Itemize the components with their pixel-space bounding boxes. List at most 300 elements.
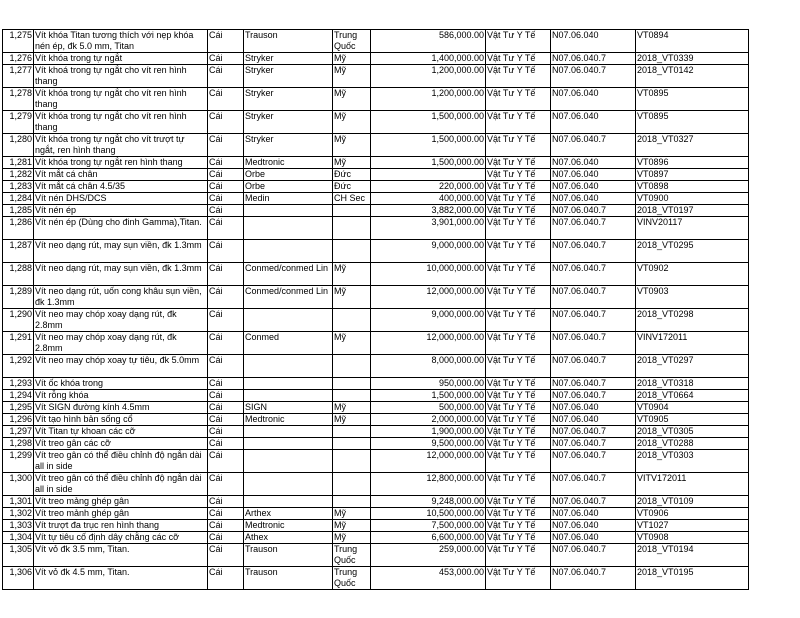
- row-number-cell: 1,293: [3, 378, 34, 390]
- group-cell: Vật Tư Y Tế: [486, 205, 551, 217]
- table-row: [3, 426, 749, 438]
- unit-cell: Cái: [208, 402, 244, 414]
- category-code-cell: N07.06.040.7: [551, 378, 636, 390]
- group-cell: Vật Tư Y Tế: [486, 355, 551, 378]
- origin-cell: [333, 390, 371, 402]
- unit-cell: Cái: [208, 390, 244, 402]
- item-name-cell: Vít tạo hình bản sống cổ: [34, 414, 208, 426]
- category-code-cell: N07.06.040: [551, 169, 636, 181]
- price-cell: 9,500,000.00: [371, 438, 486, 450]
- category-code-cell: N07.06.040.7: [551, 332, 636, 355]
- price-cell: 500,000.00: [371, 402, 486, 414]
- row-number-cell: 1,287: [3, 240, 34, 263]
- row-number-cell: 1,279: [3, 111, 34, 134]
- origin-cell: Mỹ: [333, 263, 371, 286]
- group-cell: Vật Tư Y Tế: [486, 217, 551, 240]
- brand-cell: [244, 355, 333, 378]
- unit-cell: Cái: [208, 508, 244, 520]
- item-name-cell: Vít nén DHS/DCS: [34, 193, 208, 205]
- group-cell: Vật Tư Y Tế: [486, 496, 551, 508]
- origin-cell: Đức: [333, 181, 371, 193]
- item-name-cell: Vít treo gân có thể điều chỉnh độ ngắn dài all in side: [34, 473, 208, 496]
- item-name-cell: Vít neo may chóp xoay tự tiêu, đk 5.0mm: [34, 355, 208, 378]
- price-cell: 950,000.00: [371, 378, 486, 390]
- item-name-cell: Vít nén ép: [34, 205, 208, 217]
- price-cell: 10,500,000.00: [371, 508, 486, 520]
- category-code-cell: N07.06.040: [551, 532, 636, 544]
- brand-cell: Stryker: [244, 88, 333, 111]
- row-number-cell: 1,305: [3, 544, 34, 567]
- origin-cell: Mỹ: [333, 65, 371, 88]
- brand-cell: Orbe: [244, 181, 333, 193]
- origin-cell: [333, 473, 371, 496]
- unit-cell: Cái: [208, 332, 244, 355]
- brand-cell: Medtronic: [244, 414, 333, 426]
- table-row: [3, 414, 749, 426]
- table-row: [3, 30, 749, 53]
- origin-cell: [333, 378, 371, 390]
- item-code-cell: 2018_VT0194: [636, 544, 749, 567]
- category-code-cell: N07.06.040.7: [551, 355, 636, 378]
- item-code-cell: VT0904: [636, 402, 749, 414]
- item-name-cell: Vít tự tiêu cố định dây chằng các cỡ: [34, 532, 208, 544]
- group-cell: Vật Tư Y Tế: [486, 544, 551, 567]
- row-number-cell: 1,290: [3, 309, 34, 332]
- item-code-cell: 2018_VT0305: [636, 426, 749, 438]
- price-cell: 1,200,000.00: [371, 88, 486, 111]
- brand-cell: Stryker: [244, 65, 333, 88]
- group-cell: Vật Tư Y Tế: [486, 286, 551, 309]
- origin-cell: Mỹ: [333, 111, 371, 134]
- group-cell: Vật Tư Y Tế: [486, 181, 551, 193]
- category-code-cell: N07.06.040: [551, 193, 636, 205]
- brand-cell: Stryker: [244, 53, 333, 65]
- item-name-cell: Vít khóa trong tự ngắt cho vít ren hình thang: [34, 88, 208, 111]
- row-number-cell: 1,288: [3, 263, 34, 286]
- item-name-cell: Vít mắt cá chân: [34, 169, 208, 181]
- brand-cell: [244, 438, 333, 450]
- item-name-cell: Vít Titan tự khoan các cỡ: [34, 426, 208, 438]
- unit-cell: Cái: [208, 378, 244, 390]
- row-number-cell: 1,291: [3, 332, 34, 355]
- group-cell: Vật Tư Y Tế: [486, 263, 551, 286]
- origin-cell: Trung Quốc: [333, 30, 371, 53]
- group-cell: Vật Tư Y Tế: [486, 65, 551, 88]
- group-cell: Vật Tư Y Tế: [486, 520, 551, 532]
- row-number-cell: 1,299: [3, 450, 34, 473]
- price-cell: 453,000.00: [371, 567, 486, 590]
- table-row: [3, 355, 749, 378]
- unit-cell: Cái: [208, 473, 244, 496]
- table-row: [3, 473, 749, 496]
- unit-cell: Cái: [208, 193, 244, 205]
- row-number-cell: 1,277: [3, 65, 34, 88]
- category-code-cell: N07.06.040.7: [551, 544, 636, 567]
- origin-cell: Mỹ: [333, 286, 371, 309]
- table-body: [3, 30, 749, 590]
- category-code-cell: N07.06.040: [551, 414, 636, 426]
- table-row: [3, 450, 749, 473]
- brand-cell: Stryker: [244, 134, 333, 157]
- brand-cell: Stryker: [244, 111, 333, 134]
- item-code-cell: VT0898: [636, 181, 749, 193]
- origin-cell: Mỹ: [333, 53, 371, 65]
- category-code-cell: N07.06.040.7: [551, 438, 636, 450]
- row-number-cell: 1,298: [3, 438, 34, 450]
- category-code-cell: N07.06.040.7: [551, 309, 636, 332]
- price-cell: 9,000,000.00: [371, 240, 486, 263]
- price-cell: 12,000,000.00: [371, 450, 486, 473]
- table-row: [3, 217, 749, 240]
- table-row: [3, 378, 749, 390]
- group-cell: Vật Tư Y Tế: [486, 390, 551, 402]
- table-row: [3, 134, 749, 157]
- table-row: [3, 88, 749, 111]
- table-row: [3, 205, 749, 217]
- price-cell: 10,000,000.00: [371, 263, 486, 286]
- item-code-cell: VT0895: [636, 88, 749, 111]
- item-code-cell: VT0908: [636, 532, 749, 544]
- price-cell: [371, 169, 486, 181]
- origin-cell: Mỹ: [333, 88, 371, 111]
- category-code-cell: N07.06.040: [551, 111, 636, 134]
- item-name-cell: Vít SIGN đường kính 4.5mm: [34, 402, 208, 414]
- row-number-cell: 1,292: [3, 355, 34, 378]
- brand-cell: Arthex: [244, 508, 333, 520]
- group-cell: Vật Tư Y Tế: [486, 567, 551, 590]
- price-cell: 400,000.00: [371, 193, 486, 205]
- price-cell: 3,882,000.00: [371, 205, 486, 217]
- category-code-cell: N07.06.040: [551, 520, 636, 532]
- price-cell: 1,500,000.00: [371, 157, 486, 169]
- brand-cell: [244, 496, 333, 508]
- unit-cell: Cái: [208, 532, 244, 544]
- group-cell: Vật Tư Y Tế: [486, 332, 551, 355]
- category-code-cell: N07.06.040.7: [551, 65, 636, 88]
- price-cell: 12,000,000.00: [371, 332, 486, 355]
- category-code-cell: N07.06.040.7: [551, 205, 636, 217]
- item-name-cell: Vít ốc khóa trong: [34, 378, 208, 390]
- origin-cell: Mỹ: [333, 508, 371, 520]
- group-cell: Vật Tư Y Tế: [486, 169, 551, 181]
- item-name-cell: Vít neo may chóp xoay dạng rút, đk 2.8mm: [34, 309, 208, 332]
- origin-cell: Trung Quốc: [333, 544, 371, 567]
- table-row: [3, 332, 749, 355]
- row-number-cell: 1,285: [3, 205, 34, 217]
- group-cell: Vật Tư Y Tế: [486, 426, 551, 438]
- group-cell: Vật Tư Y Tế: [486, 508, 551, 520]
- origin-cell: Mỹ: [333, 520, 371, 532]
- item-code-cell: 2018_VT0298: [636, 309, 749, 332]
- unit-cell: Cái: [208, 205, 244, 217]
- item-code-cell: VT0906: [636, 508, 749, 520]
- origin-cell: [333, 450, 371, 473]
- table-row: [3, 532, 749, 544]
- group-cell: Vật Tư Y Tế: [486, 378, 551, 390]
- brand-cell: [244, 217, 333, 240]
- supplies-table: [2, 29, 749, 590]
- brand-cell: Conmed/conmed Lin: [244, 286, 333, 309]
- table-row: [3, 65, 749, 88]
- item-code-cell: VT0902: [636, 263, 749, 286]
- item-code-cell: VINV172011: [636, 332, 749, 355]
- unit-cell: Cái: [208, 134, 244, 157]
- category-code-cell: N07.06.040.7: [551, 217, 636, 240]
- price-cell: 3,901,000.00: [371, 217, 486, 240]
- unit-cell: Cái: [208, 496, 244, 508]
- item-name-cell: Vít treo mảnh ghép gân: [34, 508, 208, 520]
- item-name-cell: Vít khóa trong tự ngắt ren hình thang: [34, 157, 208, 169]
- origin-cell: [333, 426, 371, 438]
- item-code-cell: VT0895: [636, 111, 749, 134]
- item-code-cell: 2018_VT0664: [636, 390, 749, 402]
- item-name-cell: Vít treo gân các cỡ: [34, 438, 208, 450]
- brand-cell: [244, 309, 333, 332]
- row-number-cell: 1,284: [3, 193, 34, 205]
- group-cell: Vật Tư Y Tế: [486, 532, 551, 544]
- row-number-cell: 1,302: [3, 508, 34, 520]
- brand-cell: Medtronic: [244, 520, 333, 532]
- category-code-cell: N07.06.040.7: [551, 286, 636, 309]
- unit-cell: Cái: [208, 450, 244, 473]
- unit-cell: Cái: [208, 65, 244, 88]
- item-name-cell: Vít neo dạng rút, uốn cong khâu sụn viền, đk 1.3mm: [34, 286, 208, 309]
- category-code-cell: N07.06.040.7: [551, 134, 636, 157]
- group-cell: Vật Tư Y Tế: [486, 438, 551, 450]
- group-cell: Vật Tư Y Tế: [486, 53, 551, 65]
- group-cell: Vật Tư Y Tế: [486, 134, 551, 157]
- unit-cell: Cái: [208, 263, 244, 286]
- table-row: [3, 309, 749, 332]
- unit-cell: Cái: [208, 567, 244, 590]
- category-code-cell: N07.06.040.7: [551, 263, 636, 286]
- group-cell: Vật Tư Y Tế: [486, 450, 551, 473]
- category-code-cell: N07.06.040.7: [551, 240, 636, 263]
- price-cell: 259,000.00: [371, 544, 486, 567]
- item-code-cell: VT0903: [636, 286, 749, 309]
- item-name-cell: Vít neo dạng rút, may sụn viền, đk 1.3mm: [34, 263, 208, 286]
- price-cell: 12,000,000.00: [371, 286, 486, 309]
- table-row: [3, 240, 749, 263]
- table-row: [3, 508, 749, 520]
- item-code-cell: 2018_VT0109: [636, 496, 749, 508]
- item-name-cell: Vít rỗng khóa: [34, 390, 208, 402]
- price-cell: 9,248,000.00: [371, 496, 486, 508]
- group-cell: Vật Tư Y Tế: [486, 88, 551, 111]
- price-cell: 220,000.00: [371, 181, 486, 193]
- unit-cell: Cái: [208, 111, 244, 134]
- origin-cell: CH Sec: [333, 193, 371, 205]
- brand-cell: [244, 473, 333, 496]
- category-code-cell: N07.06.040: [551, 88, 636, 111]
- item-name-cell: Vít khóa trong tự ngắt cho vít ren hình thang: [34, 111, 208, 134]
- row-number-cell: 1,297: [3, 426, 34, 438]
- category-code-cell: N07.06.040.7: [551, 450, 636, 473]
- group-cell: Vật Tư Y Tế: [486, 157, 551, 169]
- row-number-cell: 1,289: [3, 286, 34, 309]
- row-number-cell: 1,303: [3, 520, 34, 532]
- item-code-cell: VT0900: [636, 193, 749, 205]
- category-code-cell: N07.06.040.7: [551, 390, 636, 402]
- unit-cell: Cái: [208, 88, 244, 111]
- item-name-cell: Vít khóa trong tự ngắt cho vít trượt tự ngắt, ren hình thang: [34, 134, 208, 157]
- category-code-cell: N07.06.040: [551, 157, 636, 169]
- brand-cell: Medtronic: [244, 157, 333, 169]
- origin-cell: Mỹ: [333, 414, 371, 426]
- price-cell: 1,400,000.00: [371, 53, 486, 65]
- category-code-cell: N07.06.040.7: [551, 567, 636, 590]
- category-code-cell: N07.06.040.7: [551, 426, 636, 438]
- group-cell: Vật Tư Y Tế: [486, 111, 551, 134]
- table-row: [3, 263, 749, 286]
- item-code-cell: VITV172011: [636, 473, 749, 496]
- item-name-cell: Vít neo dạng rút, may sụn viền, đk 1.3mm: [34, 240, 208, 263]
- row-number-cell: 1,282: [3, 169, 34, 181]
- item-code-cell: VINV20117: [636, 217, 749, 240]
- table-row: [3, 169, 749, 181]
- category-code-cell: N07.06.040.7: [551, 496, 636, 508]
- origin-cell: [333, 309, 371, 332]
- table-row: [3, 390, 749, 402]
- brand-cell: Conmed: [244, 332, 333, 355]
- item-name-cell: Vít khóa Titan tương thích với nẹp khóa nén ép, đk 5.0 mm, Titan: [34, 30, 208, 53]
- brand-cell: [244, 205, 333, 217]
- unit-cell: Cái: [208, 157, 244, 169]
- brand-cell: [244, 240, 333, 263]
- table-row: [3, 567, 749, 590]
- group-cell: Vật Tư Y Tế: [486, 30, 551, 53]
- brand-cell: Medin: [244, 193, 333, 205]
- item-code-cell: 2018_VT0318: [636, 378, 749, 390]
- row-number-cell: 1,304: [3, 532, 34, 544]
- row-number-cell: 1,296: [3, 414, 34, 426]
- item-code-cell: VT1027: [636, 520, 749, 532]
- item-name-cell: Vít nén ép (Dùng cho đinh Gamma),Titan.: [34, 217, 208, 240]
- item-code-cell: 2018_VT0197: [636, 205, 749, 217]
- category-code-cell: N07.06.040.7: [551, 53, 636, 65]
- origin-cell: Mỹ: [333, 134, 371, 157]
- row-number-cell: 1,283: [3, 181, 34, 193]
- group-cell: Vật Tư Y Tế: [486, 309, 551, 332]
- price-cell: 2,000,000.00: [371, 414, 486, 426]
- row-number-cell: 1,280: [3, 134, 34, 157]
- item-code-cell: 2018_VT0195: [636, 567, 749, 590]
- brand-cell: [244, 450, 333, 473]
- price-cell: 1,900,000.00: [371, 426, 486, 438]
- category-code-cell: N07.06.040: [551, 30, 636, 53]
- price-cell: 8,000,000.00: [371, 355, 486, 378]
- item-name-cell: Vít khoá trong tự ngắt cho vít ren hình thang: [34, 65, 208, 88]
- item-name-cell: Vít treo mảng ghép gân: [34, 496, 208, 508]
- row-number-cell: 1,276: [3, 53, 34, 65]
- item-code-cell: 2018_VT0339: [636, 53, 749, 65]
- price-cell: 9,000,000.00: [371, 309, 486, 332]
- origin-cell: [333, 355, 371, 378]
- brand-cell: Orbe: [244, 169, 333, 181]
- origin-cell: Mỹ: [333, 402, 371, 414]
- item-code-cell: 2018_VT0303: [636, 450, 749, 473]
- unit-cell: Cái: [208, 438, 244, 450]
- brand-cell: Athex: [244, 532, 333, 544]
- unit-cell: Cái: [208, 217, 244, 240]
- group-cell: Vật Tư Y Tế: [486, 473, 551, 496]
- price-cell: 6,600,000.00: [371, 532, 486, 544]
- brand-cell: [244, 378, 333, 390]
- unit-cell: Cái: [208, 30, 244, 53]
- group-cell: Vật Tư Y Tế: [486, 240, 551, 263]
- unit-cell: Cái: [208, 426, 244, 438]
- origin-cell: [333, 438, 371, 450]
- item-code-cell: 2018_VT0327: [636, 134, 749, 157]
- unit-cell: Cái: [208, 181, 244, 193]
- price-cell: 586,000.00: [371, 30, 486, 53]
- price-cell: 1,500,000.00: [371, 134, 486, 157]
- item-name-cell: Vít vỏ đk 4.5 mm, Titan.: [34, 567, 208, 590]
- unit-cell: Cái: [208, 520, 244, 532]
- unit-cell: Cái: [208, 309, 244, 332]
- item-code-cell: 2018_VT0297: [636, 355, 749, 378]
- row-number-cell: 1,286: [3, 217, 34, 240]
- origin-cell: [333, 205, 371, 217]
- item-code-cell: VT0894: [636, 30, 749, 53]
- origin-cell: [333, 496, 371, 508]
- table-row: [3, 520, 749, 532]
- group-cell: Vật Tư Y Tế: [486, 402, 551, 414]
- table-row: [3, 544, 749, 567]
- item-code-cell: 2018_VT0295: [636, 240, 749, 263]
- brand-cell: Trauson: [244, 567, 333, 590]
- price-cell: 12,800,000.00: [371, 473, 486, 496]
- table-row: [3, 438, 749, 450]
- brand-cell: Conmed/conmed Lin: [244, 263, 333, 286]
- row-number-cell: 1,278: [3, 88, 34, 111]
- brand-cell: [244, 390, 333, 402]
- item-name-cell: Vít treo gân có thể điều chỉnh độ ngắn dài all in side: [34, 450, 208, 473]
- brand-cell: Trauson: [244, 544, 333, 567]
- unit-cell: Cái: [208, 544, 244, 567]
- brand-cell: Trauson: [244, 30, 333, 53]
- item-name-cell: Vít khóa trong tự ngắt: [34, 53, 208, 65]
- unit-cell: Cái: [208, 53, 244, 65]
- origin-cell: Mỹ: [333, 157, 371, 169]
- item-code-cell: 2018_VT0142: [636, 65, 749, 88]
- row-number-cell: 1,281: [3, 157, 34, 169]
- item-code-cell: VT0905: [636, 414, 749, 426]
- category-code-cell: N07.06.040.7: [551, 473, 636, 496]
- origin-cell: Đức: [333, 169, 371, 181]
- row-number-cell: 1,301: [3, 496, 34, 508]
- price-cell: 1,200,000.00: [371, 65, 486, 88]
- price-cell: 7,500,000.00: [371, 520, 486, 532]
- row-number-cell: 1,294: [3, 390, 34, 402]
- brand-cell: SIGN: [244, 402, 333, 414]
- item-name-cell: Vít mắt cá chân 4.5/35: [34, 181, 208, 193]
- table-row: [3, 111, 749, 134]
- item-code-cell: 2018_VT0288: [636, 438, 749, 450]
- item-code-cell: VT0897: [636, 169, 749, 181]
- category-code-cell: N07.06.040: [551, 508, 636, 520]
- unit-cell: Cái: [208, 355, 244, 378]
- price-cell: 1,500,000.00: [371, 111, 486, 134]
- table-row: [3, 157, 749, 169]
- table-row: [3, 181, 749, 193]
- group-cell: Vật Tư Y Tế: [486, 414, 551, 426]
- brand-cell: [244, 426, 333, 438]
- table-row: [3, 286, 749, 309]
- row-number-cell: 1,295: [3, 402, 34, 414]
- item-code-cell: VT0896: [636, 157, 749, 169]
- table-row: [3, 496, 749, 508]
